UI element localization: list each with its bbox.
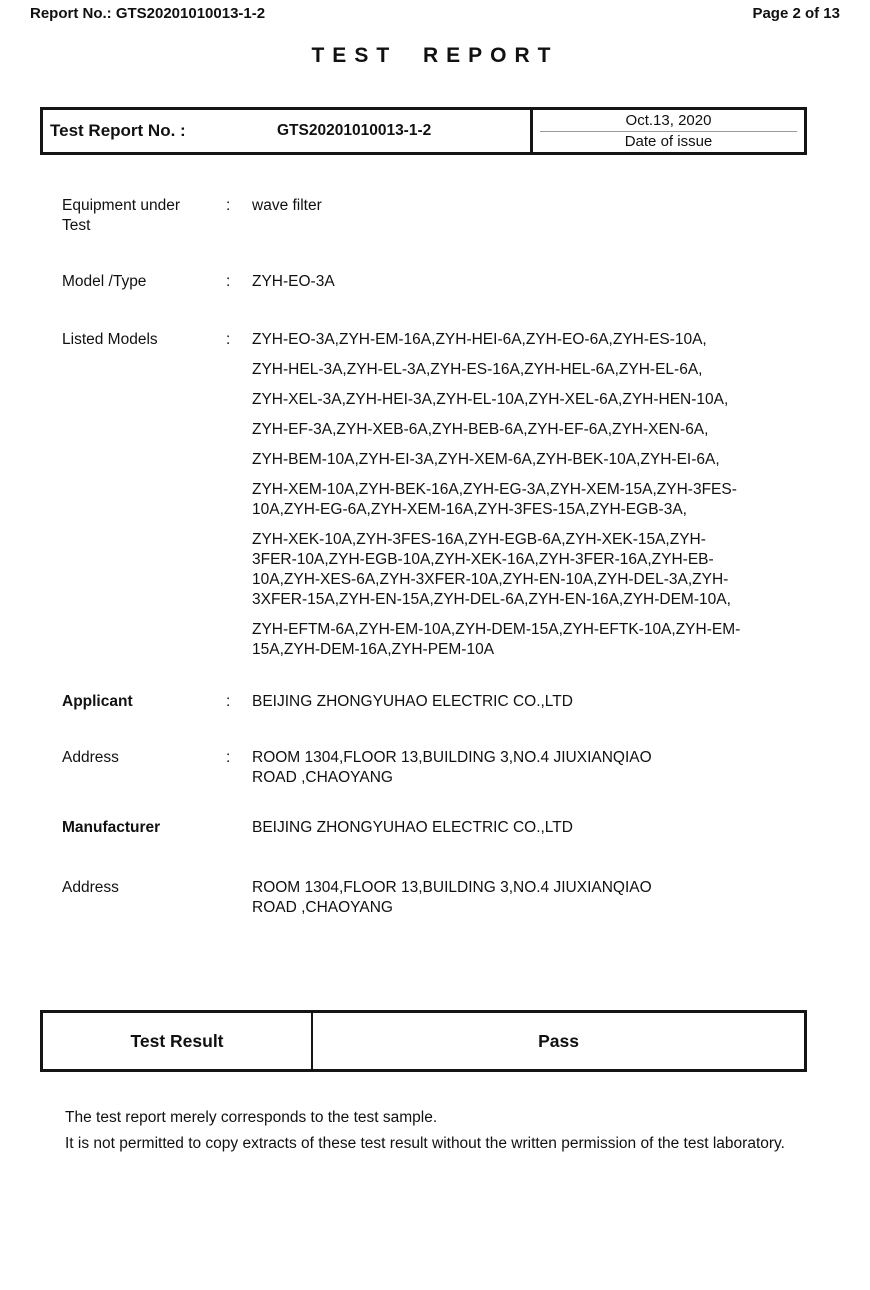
address-line: ROAD ,CHAOYANG [252, 769, 393, 786]
info-row-model [62, 272, 750, 292]
info-row-applicant [62, 692, 750, 712]
document-title: TEST REPORT [311, 44, 559, 67]
manufacturer-address-label: Address [62, 879, 119, 896]
info-row-applicant-address [62, 748, 750, 788]
address-line: ROOM 1304,FLOOR 13,BUILDING 3,NO.4 JIUXIANQIAO [252, 749, 652, 766]
equipment-label: Equipment under Test [62, 197, 181, 234]
equipment-value: wave filter [252, 197, 322, 214]
test-result-table [40, 1010, 807, 1072]
listed-models-label: Listed Models [62, 331, 158, 348]
applicant-address-colon: : [226, 749, 231, 766]
listed-models-line: ZYH-BEM-10A,ZYH-EI-3A,ZYH-XEM-6A,ZYH-BEK-10A,ZYH-EI-6A, [252, 451, 720, 468]
info-row-manufacturer [62, 818, 750, 838]
report-number-value: GTS20201010013-1-2 [277, 122, 432, 139]
disclaimer-line-1: The test report merely corresponds to the test sample. [65, 1109, 438, 1126]
listed-models-line: ZYH-HEL-3A,ZYH-EL-3A,ZYH-ES-16A,ZYH-HEL-6A,ZYH-EL-6A, [252, 361, 703, 378]
applicant-label: Applicant [62, 693, 133, 710]
address-line: ROAD ,CHAOYANG [252, 899, 393, 916]
listed-models-line: ZYH-XEL-3A,ZYH-HEI-3A,ZYH-EL-10A,ZYH-XEL-6A,ZYH-HEN-10A, [252, 391, 729, 408]
applicant-address-value [252, 748, 750, 788]
info-row-listed-models [62, 330, 750, 660]
model-colon: : [226, 273, 231, 290]
disclaimer-line-2: It is not permitted to copy extracts of these test result without the written permission of the test laboratory. [65, 1135, 785, 1152]
report-number-label: Test Report No. : [50, 121, 186, 140]
info-row-manufacturer-address [62, 878, 750, 918]
header-report-no: Report No.: GTS20201010013-1-2 [30, 5, 266, 22]
listed-models-value [252, 330, 750, 660]
listed-models-colon: : [226, 331, 231, 348]
applicant-colon: : [226, 693, 231, 710]
applicant-address-label: Address [62, 749, 119, 766]
model-value: ZYH-EO-3A [252, 273, 335, 290]
header-page-number: Page 2 of 13 [752, 5, 840, 22]
report-number-table [40, 107, 807, 155]
manufacturer-address-value [252, 878, 750, 918]
listed-models-line: ZYH-EFTM-6A,ZYH-EM-10A,ZYH-DEM-15A,ZYH-EFTK-10A,ZYH-EM-15A,ZYH-DEM-16A,ZYH-PEM-10A [252, 621, 741, 658]
footer-disclaimer [65, 1105, 830, 1157]
listed-models-line: ZYH-XEK-10A,ZYH-3FES-16A,ZYH-EGB-6A,ZYH-XEK-15A,ZYH-3FER-10A,ZYH-EGB-10A,ZYH-XEK-16A,ZYH-3FER-16A,ZYH-EB-10A,ZYH-XES-6A,ZYH-3XFER-10A,ZYH-EN-10A,ZYH-DEL-3A,ZYH-3XFER-15A,ZYH-EN-15A,ZYH-DEL-6A,ZYH-EN-16A,ZYH-DEM-10A, [252, 531, 731, 608]
date-of-issue-cell [530, 110, 804, 152]
equipment-colon: : [226, 197, 231, 214]
page-header [30, 5, 840, 22]
listed-models-line: ZYH-EF-3A,ZYH-XEB-6A,ZYH-BEB-6A,ZYH-EF-6A,ZYH-XEN-6A, [252, 421, 709, 438]
report-number-cell [43, 110, 530, 152]
applicant-value: BEIJING ZHONGYUHAO ELECTRIC CO.,LTD [252, 693, 573, 710]
manufacturer-value: BEIJING ZHONGYUHAO ELECTRIC CO.,LTD [252, 819, 573, 836]
test-result-value: Pass [538, 1030, 579, 1051]
manufacturer-label: Manufacturer [62, 819, 161, 836]
info-row-equipment [62, 196, 750, 236]
address-line: ROOM 1304,FLOOR 13,BUILDING 3,NO.4 JIUXIANQIAO [252, 879, 652, 896]
test-result-label: Test Result [43, 1013, 313, 1069]
listed-models-line: ZYH-XEM-10A,ZYH-BEK-16A,ZYH-EG-3A,ZYH-XEM-15A,ZYH-3FES-10A,ZYH-EG-6A,ZYH-XEM-16A,ZYH-3FES-15A,ZYH-EGB-3A, [252, 481, 737, 518]
issue-date-value: Oct.13, 2020 [625, 111, 712, 129]
model-label: Model /Type [62, 273, 147, 290]
date-of-issue-label: Date of issue [624, 133, 713, 151]
listed-models-line: ZYH-EO-3A,ZYH-EM-16A,ZYH-HEI-6A,ZYH-EO-6A,ZYH-ES-10A, [252, 331, 707, 348]
